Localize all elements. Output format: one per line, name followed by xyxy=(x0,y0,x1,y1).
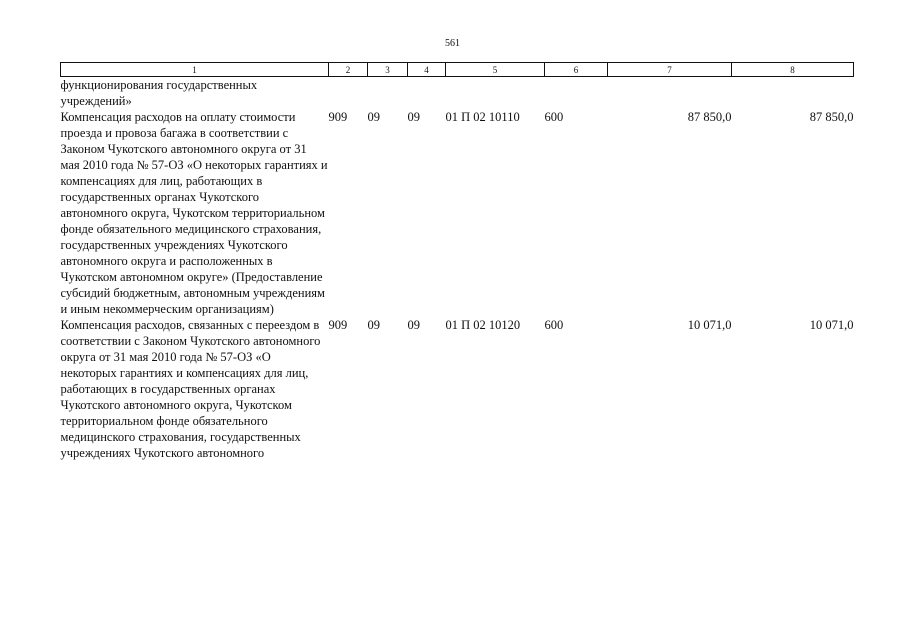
row-expense-type-code xyxy=(545,77,608,110)
column-header-6: 6 xyxy=(545,63,608,77)
table-row xyxy=(61,317,854,461)
row-subsection-code xyxy=(408,77,446,110)
row-ministry-code: 909 xyxy=(328,318,348,332)
row-description: Компенсация расходов, связанных с переездом в соответствии с Законом Чукотского автономного округа от 31 мая 2010 года № 57-ОЗ «О некоторых гарантиях и компенсациях для лиц, работающих в государственных органах Чукотского автономного округа, Чукотском территориальном фонде обязательного медицинского страхования, государственных учреждениях Чукотского автономного xyxy=(60,318,321,460)
row-expense-type-code: 600 xyxy=(544,110,564,124)
row-sum-2: 87 850,0 xyxy=(809,110,854,124)
budget-table xyxy=(60,62,854,461)
table-row xyxy=(61,77,854,110)
row-section-code: 09 xyxy=(367,318,380,332)
row-expense-type-code: 600 xyxy=(544,318,564,332)
column-header-1: 1 xyxy=(61,63,329,77)
row-section-code: 09 xyxy=(367,110,380,124)
column-header-8: 8 xyxy=(732,63,854,77)
column-header-7: 7 xyxy=(608,63,732,77)
column-header-5: 5 xyxy=(446,63,545,77)
row-section-code xyxy=(368,77,408,110)
row-subsection-code: 09 xyxy=(407,110,420,124)
row-target-code: 01 П 02 10120 xyxy=(445,318,521,332)
row-sum-1: 87 850,0 xyxy=(687,110,732,124)
column-header-3: 3 xyxy=(368,63,408,77)
row-description: Компенсация расходов на оплату стоимости проезда и провоза багажа в соответствии с Законом Чукотского автономного округа от 31 мая 2010 года № 57-ОЗ «О некоторых гарантиях и компенсациях для лиц, работающих в государственных органах Чукотского автономного округа, Чукотском территориальном фонде обязательного медицинского страхования, государственных учреждениях Чукотского автономного округа и расположенных в Чукотском автономном округе» (Предоставление субсидий бюджетным, автономным учреждениям и иным некоммерческим организациям) xyxy=(60,110,328,316)
row-target-code: 01 П 02 10110 xyxy=(445,110,520,124)
row-sum-2 xyxy=(732,77,854,110)
row-ministry-code xyxy=(329,77,368,110)
row-sum-2: 10 071,0 xyxy=(809,318,854,332)
table-row xyxy=(61,109,854,317)
column-header-2: 2 xyxy=(329,63,368,77)
column-header-4: 4 xyxy=(408,63,446,77)
row-description: функционирования государственных учреждений» xyxy=(60,78,258,108)
row-target-code xyxy=(446,77,545,110)
row-sum-1: 10 071,0 xyxy=(687,318,732,332)
column-number-header-row xyxy=(61,63,854,77)
row-ministry-code: 909 xyxy=(328,110,348,124)
row-subsection-code: 09 xyxy=(407,318,420,332)
page-number: 561 xyxy=(445,38,460,49)
row-sum-1 xyxy=(608,77,732,110)
